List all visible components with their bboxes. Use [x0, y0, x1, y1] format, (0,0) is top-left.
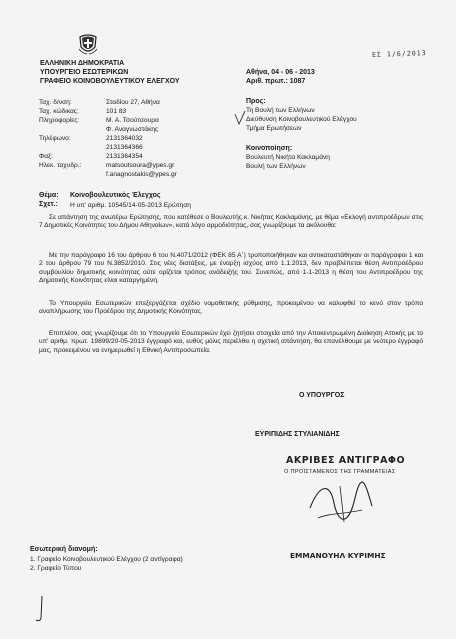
contact-value: 2131364366	[106, 144, 143, 151]
distribution-label: Εσωτερική διανομή:	[30, 546, 98, 553]
cc-label: Κοινοποίηση:	[246, 145, 293, 152]
header-ministry: ΥΠΟΥΡΓΕΙΟ ΕΣΩΤΕΡΙΚΩΝ	[40, 69, 129, 76]
header-office: ΓΡΑΦΕΙΟ ΚΟΙΝΟΒΟΥΛΕΥΤΙΚΟΥ ΕΛΕΓΧΟΥ	[40, 78, 180, 85]
reference-value: Η υπ' αριθμ. 10545/14-05-2013 Ερώτηση	[70, 202, 191, 209]
check-mark-icon	[234, 110, 246, 126]
greek-emblem-icon	[78, 33, 98, 55]
to-line: Διεύθυνση Κοινοβουλευτικού Ελέγχου	[246, 116, 357, 123]
contact-value: Φ. Αναγνωστάκης	[106, 126, 159, 133]
copy-stamp-title: ΑΚΡΙΒΕΣ ΑΝΤΙΓΡΑΦΟ	[286, 455, 406, 466]
body-paragraph: Επιπλέον, σας γνωρίζουμε ότι το Υπουργείο Εσωτερικών έχει ζητήσει στοιχεία από την Αποκεντρωμένη Διοίκηση Αττικής με το υπ' αριθμ. πρωτ. 19899/20-05-2013 έγγραφό και, ευθύς μόλις περιέλθει η σχετική απάντηση, θα επανέλθουμε με νεότερο έγγραφό μας, προκειμένου να ενημερωθεί η Εθνική Αντιπροσωπεία.	[39, 330, 423, 354]
contact-value: Μ. Α. Τσούτσουρα	[106, 117, 159, 124]
receipt-stamp: ΕΣ 1/6/2013	[371, 49, 427, 59]
protocol-number: Αριθ. πρωτ.: 1087	[246, 78, 306, 85]
to-label: Προς:	[246, 98, 266, 105]
handwritten-mark	[34, 594, 50, 624]
handwritten-signature	[300, 478, 380, 538]
cc-line: Βουλή των Ελλήνων	[246, 163, 306, 170]
distribution-item: 2. Γραφείο Τύπου	[30, 565, 82, 572]
copy-stamp-signer: ΕΜΜΑΝΟΥΗΛ ΚΥΡΙΜΗΣ	[290, 551, 386, 560]
body-paragraph: Σε απάντηση της ανωτέρω Ερώτησης, που κατέθεσε ο Βουλευτής κ. Νικήτας Κακλαμάνης, με θέμα «Εκλογή αντιπροέδρων στις 7 Δημοτικές Κοινότητες του Δήμου Αθηναίων», κατά λόγο αρμοδιότητας, σας γνωρίζουμε τα ακόλουθα:	[39, 214, 423, 230]
signature-title: Ο ΥΠΟΥΡΓΟΣ	[299, 392, 345, 399]
subject-label: Θέμα:	[39, 192, 59, 199]
subject-value: Κοινοβουλευτικός Έλεγχος	[70, 192, 161, 199]
cc-line: Βουλευτή Νικήτα Κακλαμάνη	[246, 154, 330, 161]
contact-value: 2131364032	[106, 135, 143, 142]
contact-label: Τηλέφωνο:	[39, 135, 71, 142]
contact-value: Σταδίου 27, Αθήνα	[106, 99, 160, 106]
to-line: Τη Βουλή των Ελλήνων	[246, 107, 315, 114]
contact-label: Ταχ. δ/νση:	[39, 99, 72, 106]
distribution-item: 1. Γραφείο Κοινοβουλευτικού Ελέγχου (2 αντίγραφα)	[30, 556, 183, 563]
contact-label: Ταχ. κώδικας:	[39, 108, 79, 115]
email-value: matsoutsoura@ypes.gr	[106, 162, 175, 169]
body-paragraph: Με την παράγραφο 16 του άρθρου 6 του Ν.4071/2012 (ΦΕΚ 85 Α΄) τροποποιήθηκαν και αντικαταστάθηκαν οι παράγραφοι 1 και 2 του άρθρου 79 του Ν.3852/2010. Στις νέες διατάξεις, με έναρξη ισχύος από 1.1.2013, δεν προβλέπεται θέση Αντιπροέδρου συμβουλίου δημοτικής κοινότητας ούτε ορίζεται τρόπος ανάδειξής του. Συνεπώς, από 1-1-2013 η θέση του Αντιπροέδρου της Δημοτικής Κοινότητας είναι καταργημένη.	[39, 252, 423, 285]
email-value: f.anagnostakis@ypes.gr	[106, 171, 177, 178]
contact-label: Φαξ:	[39, 153, 53, 160]
signature-name: ΕΥΡΙΠΙΔΗΣ ΣΤΥΛΙΑΝΙΔΗΣ	[255, 431, 340, 438]
document-date: Αθήνα, 04 - 06 - 2013	[246, 69, 315, 76]
body-paragraph: Το Υπουργείο Εσωτερικών επεξεργάζεται σχέδιο νομοθετικής ρύθμισης, προκειμένου να καλυφθεί το κενό στον τρόπο αναπλήρωσης του Προέδρου της Δημοτικής Κοινότητας.	[39, 300, 423, 316]
contact-value: 2131364354	[106, 153, 143, 160]
contact-value: 101 83	[106, 108, 127, 115]
contact-label: Ηλεκ. ταχυδρ.:	[39, 162, 82, 169]
copy-stamp-subtitle: Ο ΠΡΟΪΣΤΑΜΕΝΟΣ ΤΗΣ ΓΡΑΜΜΑΤΕΙΑΣ	[284, 469, 396, 475]
reference-label: Σχετ.:	[39, 201, 58, 208]
to-line: Τμήμα Ερωτήσεων	[246, 125, 302, 132]
header-country: ΕΛΛΗΝΙΚΗ ΔΗΜΟΚΡΑΤΙΑ	[40, 60, 125, 67]
contact-label: Πληροφορίες:	[39, 117, 80, 124]
